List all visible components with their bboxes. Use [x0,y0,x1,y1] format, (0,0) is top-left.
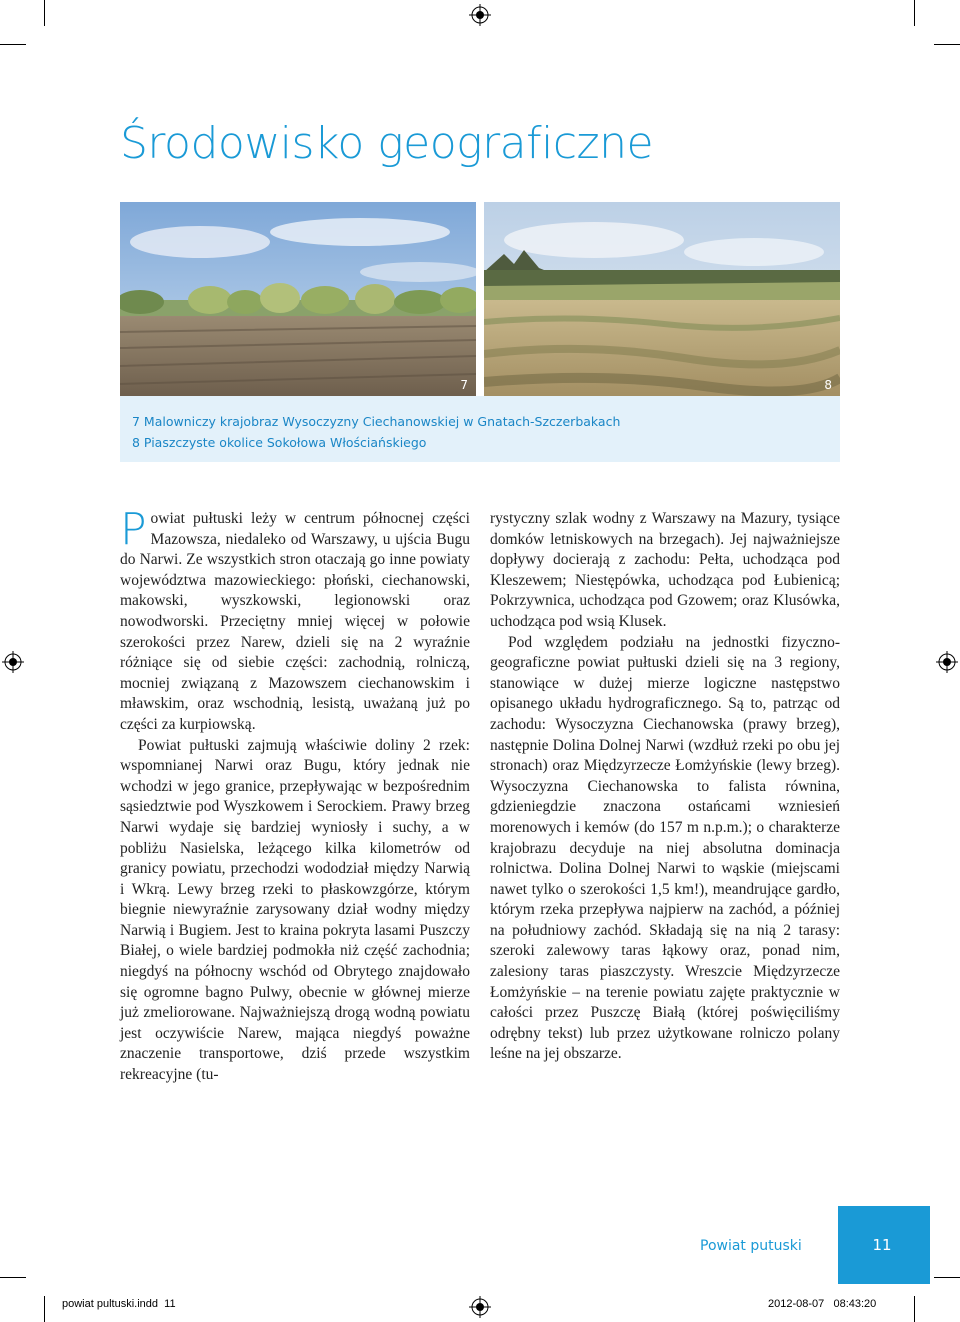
article-paragraph: Powiat pułtuski zajmują właściwie doliny 2 rzek: wspomnianej Narwi oraz Bugu, który jednak nie wchodzi w jego granice, przepływając w bezpośrednim sąsiedztwie pod Wyszkowem i Serockiem. Prawy brzeg Narwi wydaje się bardziej wyniosły i suchy, a w pobliżu Nasielska, leżącego kilka kilometrów od granicy powiatu, przechodzi wododział między Narwią i Wkrą. Lewy brzeg rzeki to płaskowzgórze, którym biegnie niewyraźnie zarysowany dział wodny między Narwią i Bugiem. Jest to kraina pokryta lasami Puszczy Białej, o wiele bardziej podmokła niż część zachodnia; niegdyś na północny wschód od Obrytego znajdowało się ogromne bagno Pulwy, obecnie w głównej mierze już zmeliorowane. Najważniejszą drogą wodną powiatu jest oczywiście Narew, mająca niegdyś poważne znaczenie transportowe, dziś przede wszystkim rekreacyjne (tu- [120,736,470,1084]
page-title: Środowisko geograficzne [120,118,654,169]
photo-caption: 8 Piaszczyste okolice Sokołowa Włościańskiego [132,435,427,450]
article-column-right [490,509,840,1065]
photo-number: 7 [460,378,468,392]
crop-mark [0,44,26,45]
registration-mark-icon [469,1296,491,1318]
article-paragraph: Powiat pułtuski leży w centrum północnej części Mazowsza, niedaleko od Warszawy, u ujścia Bugu do Narwi. Ze wszystkich stron otaczają go inne powiaty województwa mazowieckiego: płoński, ciechanowski, makowski, wyszkowski, legionowski oraz nowodworski. Przeciętny mniej więcej w połowie szerokości przez Narew, dzieli się na 2 wyraźnie różniące się od siebie części: zachodnią, rolniczą, mocniej związaną z Mazowszem ciechanowskim i mławskim, oraz wschodnią, lesistą, uważaną już po części za kurpiowską. [120,504,470,733]
photo-caption: 7 Malowniczy krajobraz Wysoczyzny Ciechanowskiej w Gnatach-Szczerbakach [132,414,621,429]
crop-mark [0,1277,26,1278]
registration-mark-icon [936,651,958,673]
photo-sandy-field [484,202,840,396]
page-number-box [838,1206,930,1284]
slug-filename: powiat pultuski.indd 11 [62,1298,176,1310]
slug-timestamp: 2012-08-07 08:43:20 [768,1298,877,1310]
photo-farmland [120,202,476,396]
footer-publication-name: Powiat putuski [700,1238,802,1254]
crop-mark [914,1296,915,1322]
article-column-left [120,504,470,1086]
page-number: 11 [872,1236,892,1254]
farmland-landscape-image [120,202,476,396]
crop-mark [934,1277,960,1278]
registration-mark-icon [469,4,491,26]
crop-mark [914,0,915,26]
crop-mark [44,1296,45,1322]
drop-cap: P [120,504,147,555]
caption-band [120,396,840,462]
crop-mark [44,0,45,26]
article-paragraph: Pod względem podziału na jednostki fizyczno-geograficzne powiat pułtuski dzieli się na 3 regiony, stanowiące w dużej mierze logiczne następstwo opisanego układu hydrograficznego. Są to, patrząc od zachodu: Wysoczyzna Ciechanowska (prawy brzeg), następnie Dolina Dolnej Narwi (wzdłuż rzeki po obu jej stronach) oraz Międzyrzecze Łomżyńskie (lewy brzeg). Wysoczyzna Ciechanowska to falista równina, gdzieniegdzie znaczona ostańcami wzniesień morenowych i kemów (do 157 m n.p.m.); o charakterze krajobrazu decyduje na niej absolutna dominacja rolnictwa. Dolina Dolnej Narwi to wąskie (miejscami nawet tylko o szerokości 1,5 km!), meandrujące gardło, którym rzeka przepływa najpierw na zachód, a później na południowy zachód. Składają się na nią 2 tarasy: szeroki zalewowy taras łąkowy oraz, ponad nim, zalesiony taras piaszczysty. Wreszcie Międzyrzecze Łomżyńskie – na terenie powiatu zajęte praktycznie w całości przez Puszczę Białą (której poświęciliśmy odrębny tekst) lub przez użytkowane rolniczo polany leśne na jej obszarze. [490,633,840,1063]
article-paragraph: rystyczny szlak wodny z Warszawy na Mazury, tysiące domków letniskowych na brzegach). Jej najważniejsze dopływy docierają z zachodu: Pełta, uchodząca pod Kleszewem; Niestępówka, uchodząca pod Łubienicą; Pokrzywnica, uchodząca pod Gzowem; oraz Klusówka, uchodząca pod wsią Klusek. [490,510,840,630]
crop-mark [934,44,960,45]
photo-number: 8 [824,378,832,392]
registration-mark-icon [2,651,24,673]
sandy-field-image [484,202,840,396]
